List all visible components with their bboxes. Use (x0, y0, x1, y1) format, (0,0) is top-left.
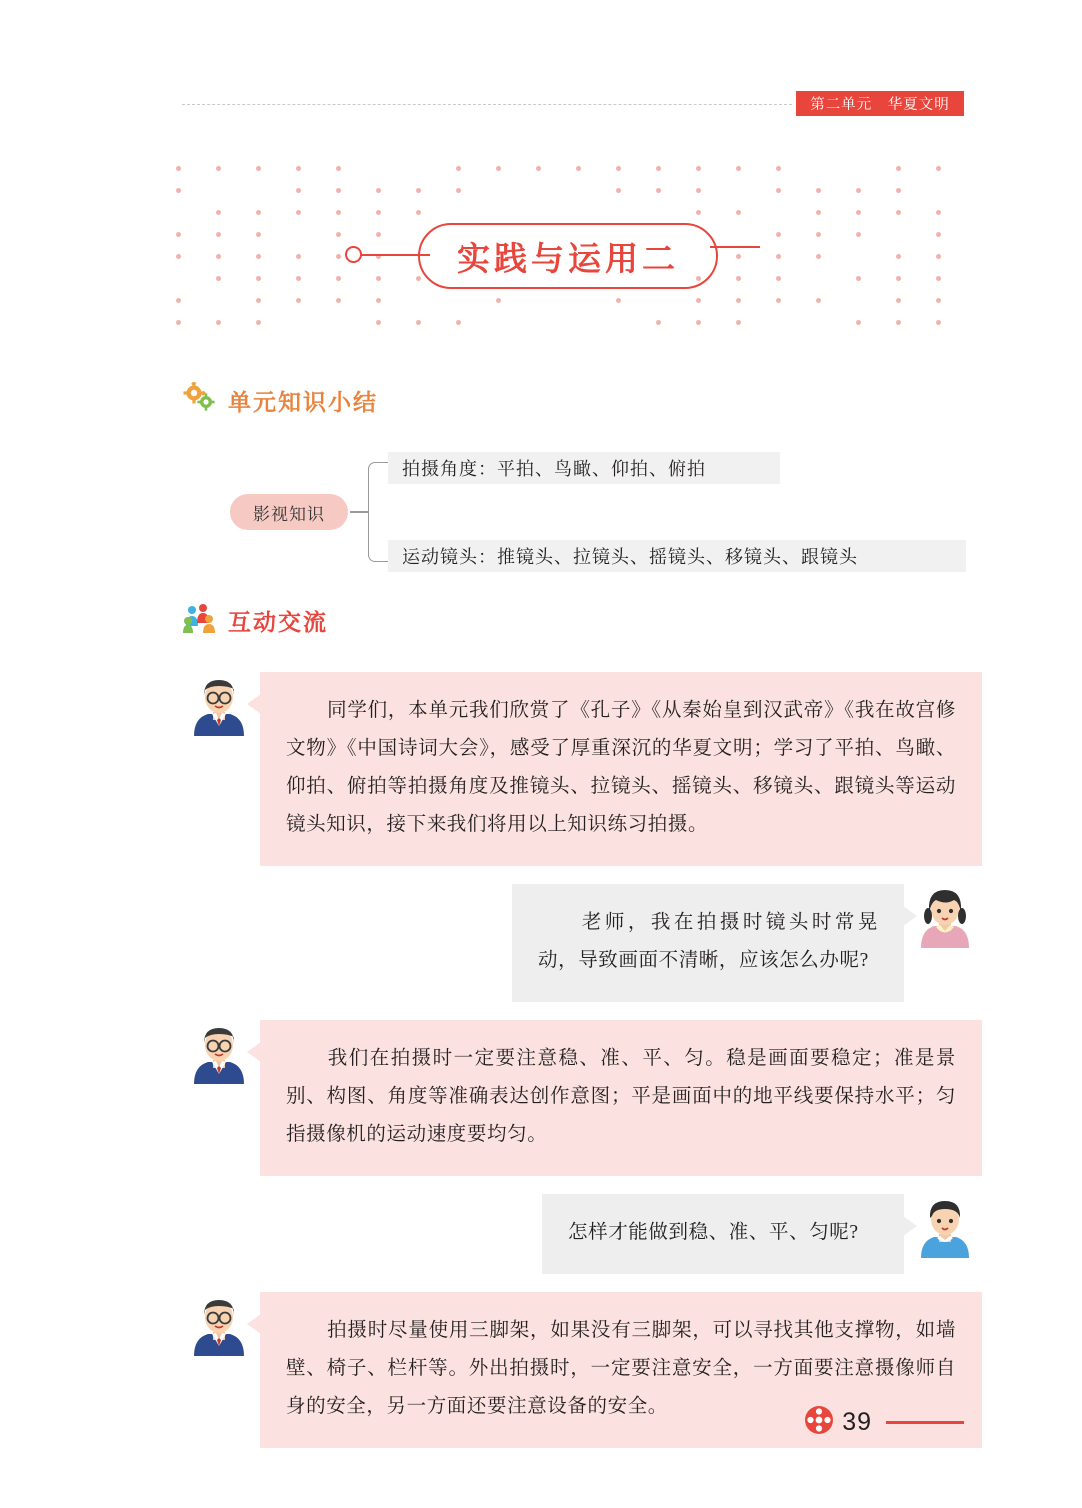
decorative-dot (776, 232, 781, 237)
decorative-dot (296, 298, 301, 303)
decorative-dot (896, 320, 901, 325)
decorative-dot (416, 188, 421, 193)
decorative-dot (656, 320, 661, 325)
decorative-dot (456, 188, 461, 193)
people-icon (182, 602, 216, 639)
knowledge-diagram (230, 452, 970, 572)
decorative-dot (176, 166, 181, 171)
section-heading-interaction (182, 602, 328, 639)
boy-avatar (916, 1196, 974, 1258)
girl-avatar (916, 886, 974, 948)
dialogue-text: 老师，我在拍摄时镜头时常晃动，导致画面不清晰，应该怎么办呢? (538, 912, 878, 972)
decorative-dot (416, 210, 421, 215)
dialogue-turn (182, 884, 982, 1002)
decorative-dot (856, 276, 861, 281)
knowledge-row-items: 推镜头、拉镜头、摇镜头、移镜头、跟镜头 (497, 547, 858, 567)
film-reel-icon (804, 1405, 834, 1440)
decorative-dot (936, 232, 941, 237)
decorative-dot (376, 210, 381, 215)
decorative-dot (416, 320, 421, 325)
decorative-dot (816, 254, 821, 259)
decorative-dot (296, 276, 301, 281)
decorative-dot (736, 210, 741, 215)
decorative-dot (616, 166, 621, 171)
decorative-dot (776, 166, 781, 171)
decorative-dot (896, 188, 901, 193)
decorative-dot (456, 166, 461, 171)
knowledge-row-items: 平拍、鸟瞰、仰拍、俯拍 (497, 459, 706, 479)
decorative-dot (696, 188, 701, 193)
teacher-avatar (190, 674, 248, 736)
knowledge-row (388, 540, 966, 572)
decorative-dot (256, 276, 261, 281)
footer-rule (886, 1421, 964, 1424)
decorative-dot (176, 254, 181, 259)
decorative-dot (936, 298, 941, 303)
section-heading-summary (182, 382, 378, 419)
decorative-dot (176, 188, 181, 193)
knowledge-brace-stem (350, 511, 369, 513)
dialogue-bubble (260, 1020, 982, 1176)
header-divider (182, 104, 792, 105)
decorative-dot (576, 166, 581, 171)
decorative-dot (216, 166, 221, 171)
decorative-dot (256, 232, 261, 237)
dialogue-turn (182, 672, 982, 866)
decorative-dot (936, 320, 941, 325)
decorative-dot (776, 188, 781, 193)
decorative-dot (296, 166, 301, 171)
decorative-dot (456, 320, 461, 325)
decorative-dot (376, 320, 381, 325)
knowledge-group-label: 影视知识 (230, 494, 348, 530)
dialogue-text: 怎样才能做到稳、准、平、匀呢? (568, 1222, 859, 1244)
page-number: 39 (842, 1408, 872, 1436)
decorative-dot (256, 166, 261, 171)
decorative-dot (336, 188, 341, 193)
decorative-dot (336, 210, 341, 215)
unit-tag: 第二单元 华夏文明 (796, 91, 964, 116)
decorative-dot (736, 320, 741, 325)
title-line-right (710, 246, 760, 248)
decorative-dot (216, 254, 221, 259)
decorative-dot (696, 210, 701, 215)
teacher-avatar (190, 1294, 248, 1356)
decorative-dot (176, 232, 181, 237)
title-circle-icon (345, 246, 362, 263)
dialogue-text: 拍摄时尽量使用三脚架，如果没有三脚架，可以寻找其他支撑物，如墙壁、椅子、栏杆等。外出拍摄时，一定要注意安全，一方面要注意摄像师自身的安全，另一方面还要注意设备的安全。 (286, 1320, 956, 1418)
decorative-dot (256, 210, 261, 215)
decorative-dot (536, 166, 541, 171)
decorative-dot (816, 210, 821, 215)
knowledge-row (388, 452, 780, 484)
dialogue-text: 同学们，本单元我们欣赏了《孔子》《从秦始皇到汉武帝》《我在故宫修文物》《中国诗词大会》，感受了厚重深沉的华夏文明；学习了平拍、鸟瞰、仰拍、俯拍等拍摄角度及推镜头、拉镜头、摇镜头、移镜头、跟镜头等运动镜头知识，接下来我们将用以上知识练习拍摄。 (286, 700, 956, 836)
decorative-dot (736, 166, 741, 171)
decorative-dot (816, 188, 821, 193)
section-heading-summary-label: 单元知识小结 (228, 389, 378, 415)
decorative-dot (896, 254, 901, 259)
dialogue-bubble (512, 884, 904, 1002)
decorative-dot (216, 232, 221, 237)
decorative-dot (656, 188, 661, 193)
dialogue-turn (182, 1194, 982, 1274)
decorative-dot (856, 320, 861, 325)
decorative-dot (256, 298, 261, 303)
decorative-dot (296, 210, 301, 215)
decorative-dot (256, 254, 261, 259)
decorative-dot (216, 210, 221, 215)
gears-icon (182, 382, 216, 419)
dialogue-bubble (542, 1194, 904, 1274)
page-footer (804, 1405, 964, 1440)
decorative-dot (896, 166, 901, 171)
decorative-dot (496, 166, 501, 171)
decorative-dot (856, 232, 861, 237)
decorative-dot (896, 276, 901, 281)
decorative-dot (216, 320, 221, 325)
dialogue-text: 我们在拍摄时一定要注意稳、准、平、匀。稳是画面要稳定；准是景别、构图、角度等准确表达创作意图；平是画面中的地平线要保持水平；匀指摄像机的运动速度要均匀。 (286, 1048, 956, 1146)
decorative-dot (816, 232, 821, 237)
decorative-dot (816, 298, 821, 303)
decorative-dot (856, 188, 861, 193)
decorative-dot (936, 166, 941, 171)
decorative-dot (696, 166, 701, 171)
decorative-dot (936, 210, 941, 215)
decorative-dot (696, 320, 701, 325)
decorative-dot (336, 166, 341, 171)
decorative-dot (296, 254, 301, 259)
decorative-dot (896, 298, 901, 303)
decorative-dot (176, 320, 181, 325)
decorative-dot (256, 320, 261, 325)
decorative-dot (296, 188, 301, 193)
decorative-dot (776, 276, 781, 281)
decorative-dot (936, 254, 941, 259)
decorative-dot (856, 210, 861, 215)
decorative-dot (216, 276, 221, 281)
decorative-dot (776, 298, 781, 303)
dialogue-bubble (260, 672, 982, 866)
dialogue-turn (182, 1020, 982, 1176)
decorative-dot (176, 298, 181, 303)
title-text: 实践与运用二 (457, 239, 679, 277)
teacher-avatar (190, 1022, 248, 1084)
title-pill (418, 223, 718, 289)
decorative-dot (776, 254, 781, 259)
decorative-dot (656, 166, 661, 171)
decorative-dot (376, 188, 381, 193)
decorative-dot (616, 188, 621, 193)
page-title (340, 218, 760, 302)
decorative-dot (936, 276, 941, 281)
knowledge-row-lead: 运动镜头： (402, 547, 497, 567)
knowledge-brace (368, 462, 388, 562)
section-heading-interaction-label: 互动交流 (228, 609, 328, 635)
knowledge-row-lead: 拍摄角度： (402, 459, 497, 479)
decorative-dot (896, 210, 901, 215)
dialogue-list (182, 672, 982, 1466)
